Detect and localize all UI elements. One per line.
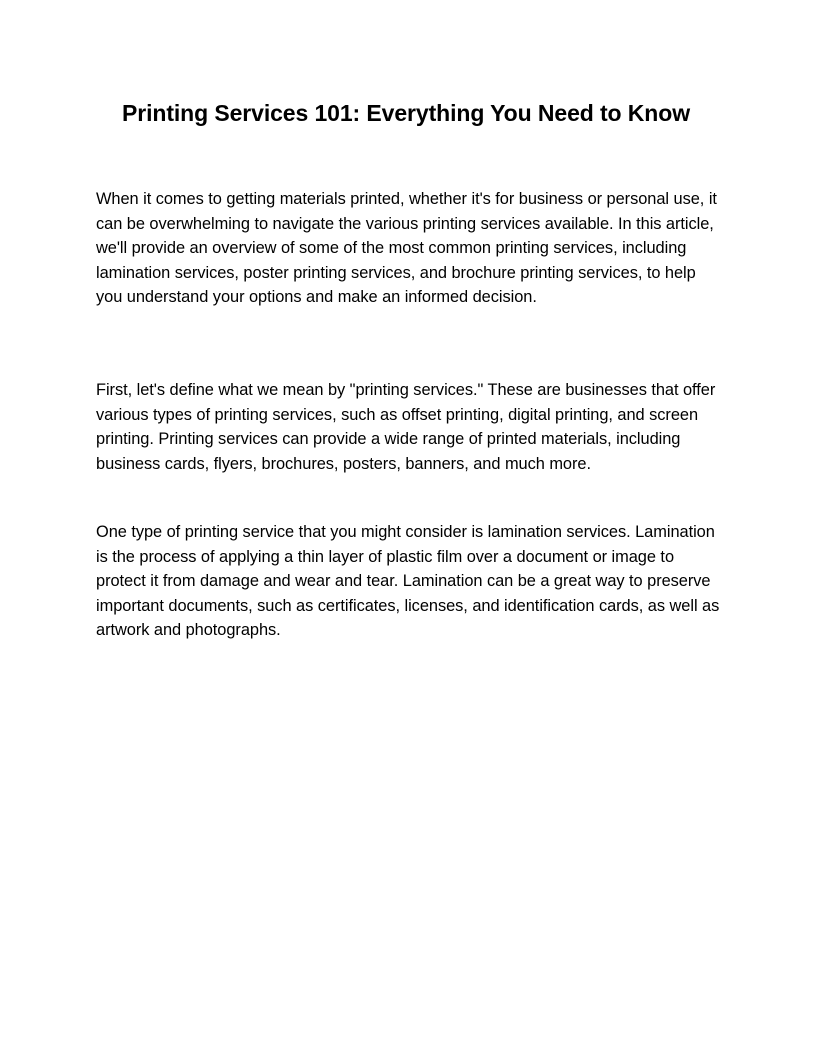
paragraph-definition: First, let's define what we mean by "printing services." These are businesses that offer various types of printing services, such as offset printing, digital printing, and screen printing. Printing services can provide a wide range of printed materials, including business cards, flyers, brochures, posters, banners, and much more.: [96, 381, 716, 473]
paragraph-intro: When it comes to getting materials printed, whether it's for business or personal use, it can be overwhelming to navigate the various printing services available. In this article, we'll provide an overview of some of the most common printing services, including lamination services, poster printing services, and brochure printing services, to help you understand your options and make an informed decision.: [96, 190, 717, 306]
paragraph-lamination: One type of printing service that you might consider is lamination services. Lamination is the process of applying a thin layer of plastic film over a document or image to protect it from damage and wear and tear. Lamination can be a great way to preserve important documents, such as certificates, licenses, and identification cards, as well as artwork and photographs.: [96, 523, 720, 639]
document-title: Printing Services 101: Everything You Need to Know: [121, 100, 690, 126]
